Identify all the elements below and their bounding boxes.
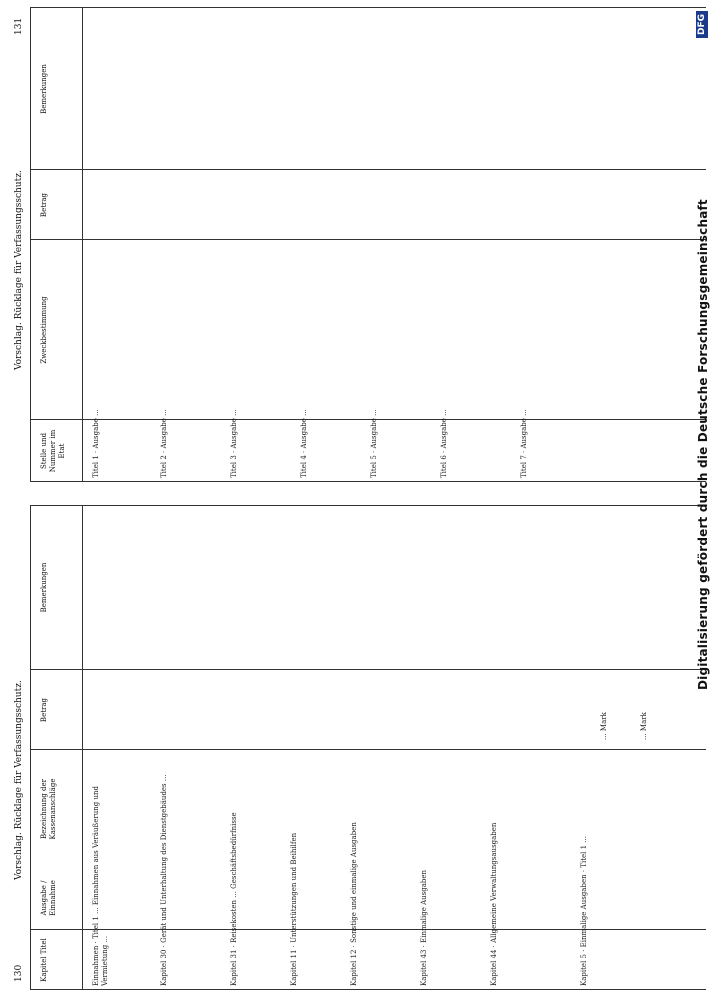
right-col-header: Bemerkungen	[40, 64, 48, 114]
left-col-header: Ausgabe / Einnahme	[40, 880, 57, 916]
left-col-header: Kapitel Titel	[40, 938, 48, 982]
left-col-line	[30, 669, 706, 670]
right-row: Titel 3 · Ausgabe ...	[230, 409, 238, 478]
left-total: ... Mark	[640, 712, 648, 740]
right-row: Titel 2 · Ausgabe ...	[160, 409, 168, 478]
right-col-header: Betrag	[40, 192, 48, 218]
left-col-header: Bezeichnung der Kassenanschläge	[40, 778, 57, 840]
left-row: Einnahmen · Titel 1 ... Einnahmen aus Veräußerung und Vermietung ...	[92, 786, 109, 986]
left-page	[0, 500, 714, 1000]
right-col-line	[30, 169, 706, 170]
left-col-line	[30, 749, 706, 750]
left-col-header: Bemerkungen	[40, 562, 48, 613]
dfg-watermark-text: Digitalisierung gefördert durch die Deutsche Forschungsgemeinschaft	[696, 199, 710, 690]
left-total: ... Mark	[600, 712, 608, 740]
right-header-rule	[82, 8, 83, 482]
left-col-header: Betrag	[40, 697, 48, 723]
dfg-logo: DFG	[696, 11, 708, 38]
left-row: Kapitel 44 · Allgemeine Verwaltungsausgaben	[490, 822, 498, 986]
right-row: Titel 7 · Ausgabe ...	[520, 409, 528, 478]
right-top-rule	[30, 8, 31, 482]
right-row: Titel 5 · Ausgabe ...	[370, 409, 378, 478]
right-row: Titel 1 · Ausgabe ...	[92, 409, 100, 478]
right-col-header: Stelle und Nummer im Etat	[40, 429, 66, 473]
left-row: Kapitel 5 · Einmalige Ausgaben · Titel 1 ...	[580, 836, 588, 986]
right-col-line	[30, 419, 706, 420]
right-running-head: Vorschlag. Rücklage für Verfassungsschutz.	[14, 170, 24, 370]
right-row: Titel 4 · Ausgabe ...	[300, 409, 308, 478]
right-col-line	[30, 239, 706, 240]
left-row: Kapitel 43 · Einmalige Ausgaben	[420, 869, 428, 986]
right-col-line	[30, 7, 706, 8]
left-col-line	[30, 505, 706, 506]
left-row: Kapitel 12 · Sonstige und einmalige Ausgaben	[350, 822, 358, 986]
left-header-rule	[82, 506, 83, 990]
right-page-number: 131	[14, 17, 24, 35]
left-page-number: 130	[14, 964, 24, 982]
right-col-header: Zweckbestimmung	[40, 296, 48, 364]
left-running-head: Vorschlag. Rücklage für Verfassungsschutz.	[14, 680, 24, 880]
left-col-line	[30, 929, 706, 930]
left-row: Kapitel 11 · Unterstützungen und Beihilfen	[290, 832, 298, 986]
left-col-line	[30, 989, 706, 990]
left-row: Kapitel 30 · Gerät und Unterhaltung des Dienstgebäudes ...	[160, 774, 168, 986]
right-row: Titel 6 · Ausgabe ...	[440, 409, 448, 478]
left-row: Kapitel 31 · Reisekosten ... Geschäftsbedürfnisse	[230, 812, 238, 986]
right-page	[0, 0, 714, 490]
left-top-rule	[30, 506, 31, 990]
right-col-line	[30, 481, 706, 482]
